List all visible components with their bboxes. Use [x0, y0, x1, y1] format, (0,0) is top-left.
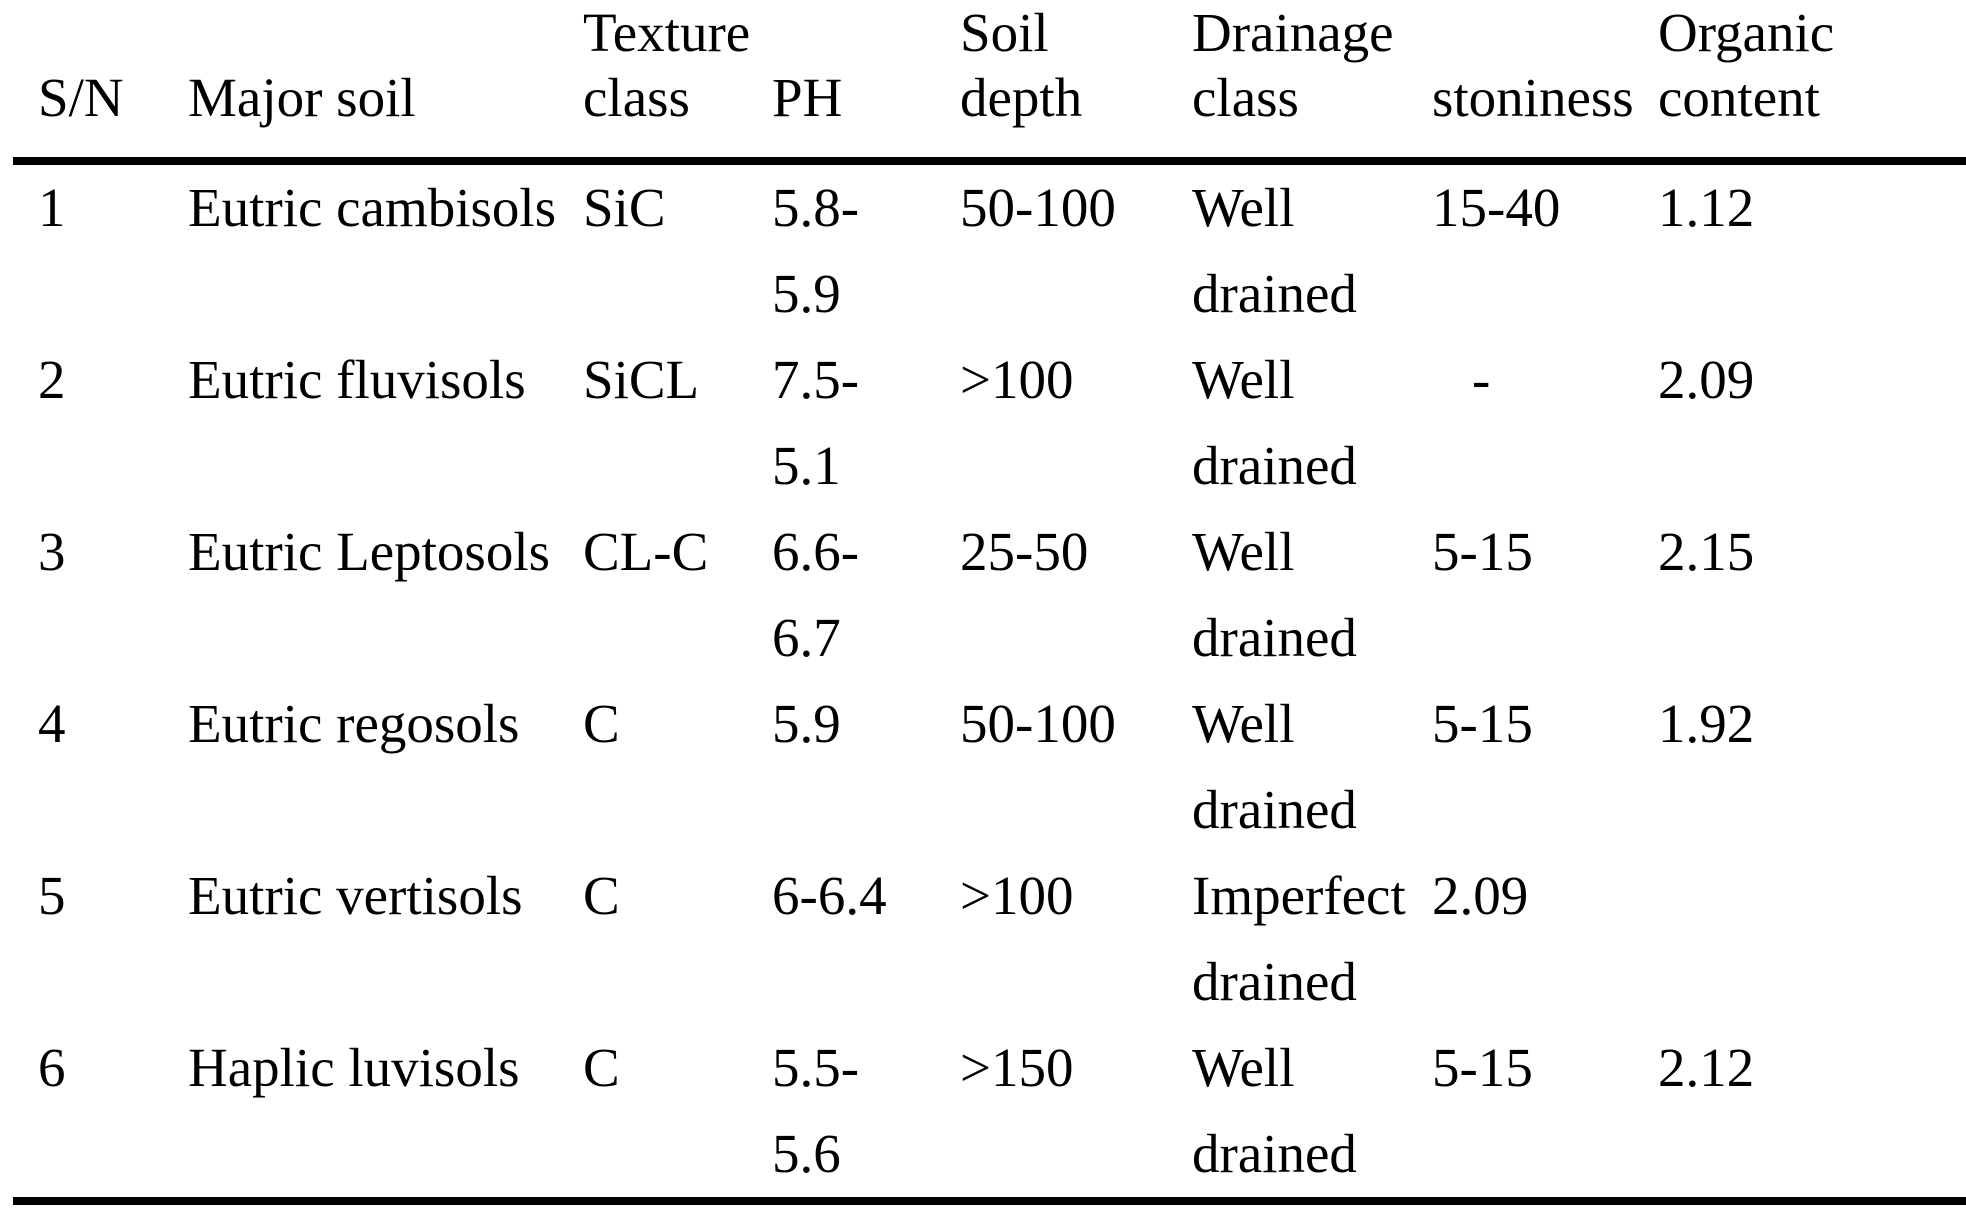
table-body	[0, 165, 1966, 1197]
cell-organic-content	[1658, 337, 1966, 509]
cell-texture-class-line: SiC	[583, 177, 666, 238]
cell-drainage-class-line: Well	[1192, 521, 1295, 582]
cell-ph	[772, 853, 960, 1025]
cell-major-soil-line: Eutric Leptosols	[188, 521, 551, 582]
header-cell-ph	[772, 0, 960, 130]
cell-drainage-class	[1192, 165, 1432, 337]
cell-texture-class-line: CL-C	[583, 521, 709, 582]
cell-ph	[772, 509, 960, 681]
cell-soil-depth	[960, 165, 1192, 337]
header-cell-drainage-class-line: class	[1192, 67, 1299, 128]
cell-major-soil-line: Eutric cambisols	[188, 177, 557, 238]
header-cell-stoniness	[1432, 0, 1658, 130]
cell-ph-line: 7.5-	[772, 349, 860, 410]
cell-ph-line: 6-6.4	[772, 865, 887, 926]
cell-soil-depth-line: 50-100	[960, 177, 1116, 238]
cell-drainage-class-line: drained	[1192, 435, 1357, 496]
cell-organic-content-line: 2.09	[1658, 349, 1755, 410]
cell-texture-class-line	[583, 251, 772, 337]
cell-soil-depth-line: 25-50	[960, 521, 1089, 582]
cell-texture-class-line: C	[583, 693, 620, 754]
cell-stoniness	[1432, 1025, 1658, 1197]
cell-sn-line: 3	[38, 521, 66, 582]
header-cell-ph-line: PH	[772, 67, 843, 128]
cell-drainage-class	[1192, 853, 1432, 1025]
cell-ph-line: 6.7	[772, 607, 841, 668]
cell-organic-content-line	[1658, 853, 1966, 939]
header-cell-drainage-class	[1192, 0, 1432, 130]
cell-drainage-class-line: Well	[1192, 349, 1295, 410]
cell-soil-depth	[960, 1025, 1192, 1197]
cell-drainage-class-line: Well	[1192, 1037, 1295, 1098]
cell-ph	[772, 1025, 960, 1197]
cell-ph	[772, 337, 960, 509]
cell-drainage-class-line: Well	[1192, 177, 1295, 238]
cell-major-soil	[188, 681, 583, 853]
table-row	[38, 509, 1966, 681]
cell-stoniness-line	[1472, 423, 1658, 509]
cell-drainage-class-line: Well	[1192, 693, 1295, 754]
cell-major-soil-line: Eutric vertisols	[188, 865, 523, 926]
cell-organic-content	[1658, 509, 1966, 681]
cell-texture-class-line	[583, 939, 772, 1025]
cell-stoniness	[1432, 509, 1658, 681]
header-cell-sn-line: S/N	[38, 67, 124, 128]
cell-major-soil-line	[188, 251, 583, 337]
cell-organic-content-line	[1658, 767, 1966, 853]
cell-organic-content-line: 1.92	[1658, 693, 1755, 754]
cell-major-soil-line	[188, 423, 583, 509]
cell-stoniness-line: 2.09	[1432, 865, 1529, 926]
cell-stoniness	[1432, 681, 1658, 853]
cell-soil-depth	[960, 853, 1192, 1025]
cell-texture-class-line: C	[583, 1037, 620, 1098]
cell-sn-line	[38, 251, 188, 337]
cell-major-soil-line: Eutric regosols	[188, 693, 520, 754]
cell-soil-depth-line	[960, 423, 1192, 509]
cell-drainage-class-line: Imperfect	[1192, 865, 1406, 926]
cell-texture-class	[583, 337, 772, 509]
header-cell-sn	[38, 0, 188, 130]
header-cell-soil-depth-line: Soil	[960, 2, 1049, 63]
cell-stoniness	[1432, 337, 1658, 509]
cell-sn	[38, 681, 188, 853]
cell-drainage-class	[1192, 1025, 1432, 1197]
cell-major-soil	[188, 165, 583, 337]
table-bottom-rule	[13, 1197, 1966, 1205]
cell-drainage-class	[1192, 509, 1432, 681]
cell-sn	[38, 337, 188, 509]
cell-organic-content	[1658, 681, 1966, 853]
cell-organic-content-line: 2.15	[1658, 521, 1755, 582]
cell-texture-class	[583, 853, 772, 1025]
header-cell-stoniness-line: stoniness	[1432, 67, 1634, 128]
cell-sn-line	[38, 767, 188, 853]
table-row	[38, 853, 1966, 1025]
cell-organic-content	[1658, 1025, 1966, 1197]
cell-major-soil	[188, 853, 583, 1025]
header-cell-texture-class-line: class	[583, 67, 690, 128]
cell-major-soil-line	[188, 767, 583, 853]
cell-drainage-class-line: drained	[1192, 779, 1357, 840]
cell-soil-depth-line	[960, 1111, 1192, 1197]
cell-major-soil-line	[188, 939, 583, 1025]
cell-soil-depth-line	[960, 767, 1192, 853]
cell-sn-line	[38, 595, 188, 681]
cell-soil-depth	[960, 337, 1192, 509]
cell-major-soil-line	[188, 1111, 583, 1197]
cell-drainage-class-line: drained	[1192, 1123, 1357, 1184]
cell-stoniness	[1432, 165, 1658, 337]
table-top-rule	[13, 157, 1966, 165]
cell-stoniness-line	[1432, 251, 1658, 337]
header-cell-texture-class-line: Texture	[583, 2, 751, 63]
cell-ph-line: 5.5-	[772, 1037, 860, 1098]
table-row	[38, 681, 1966, 853]
cell-organic-content-line: 1.12	[1658, 177, 1755, 238]
cell-sn-line: 2	[38, 349, 66, 410]
cell-stoniness-line: 15-40	[1432, 177, 1561, 238]
header-cell-texture-class	[583, 0, 772, 130]
cell-drainage-class-line: drained	[1192, 951, 1357, 1012]
header-cell-organic-content-line: Organic	[1658, 2, 1835, 63]
cell-sn-line: 6	[38, 1037, 66, 1098]
table-row	[38, 1025, 1966, 1197]
cell-ph	[772, 165, 960, 337]
cell-major-soil-line: Eutric fluvisols	[188, 349, 526, 410]
cell-ph-line: 5.6	[772, 1123, 841, 1184]
table-header-row	[0, 0, 1966, 130]
cell-texture-class	[583, 509, 772, 681]
header-cell-major-soil-line: Major soil	[188, 67, 416, 128]
cell-major-soil	[188, 1025, 583, 1197]
cell-organic-content	[1658, 853, 1966, 1025]
header-cell-stoniness-line	[1432, 0, 1658, 65]
cell-organic-content-line	[1658, 1111, 1966, 1197]
cell-stoniness-line	[1432, 767, 1658, 853]
cell-major-soil-line	[188, 595, 583, 681]
cell-stoniness-line: 5-15	[1432, 693, 1533, 754]
cell-sn	[38, 853, 188, 1025]
cell-stoniness-line	[1432, 595, 1658, 681]
cell-texture-class-line	[583, 423, 772, 509]
cell-ph-line: 5.8-	[772, 177, 860, 238]
cell-major-soil	[188, 337, 583, 509]
cell-texture-class	[583, 681, 772, 853]
header-cell-ph-line	[772, 0, 960, 65]
cell-texture-class-line	[583, 767, 772, 853]
cell-organic-content	[1658, 165, 1966, 337]
cell-ph-line: 5.9	[772, 693, 841, 754]
cell-stoniness-line: -	[1472, 349, 1491, 410]
cell-drainage-class-line: drained	[1192, 263, 1357, 324]
cell-sn-line	[38, 939, 188, 1025]
header-cell-soil-depth	[960, 0, 1192, 130]
cell-drainage-class-line: drained	[1192, 607, 1357, 668]
cell-stoniness-line: 5-15	[1432, 521, 1533, 582]
header-cell-soil-depth-line: depth	[960, 67, 1083, 128]
cell-texture-class-line	[583, 595, 772, 681]
cell-texture-class-line: SiCL	[583, 349, 700, 410]
cell-organic-content-line: 2.12	[1658, 1037, 1755, 1098]
cell-drainage-class	[1192, 337, 1432, 509]
cell-sn-line	[38, 1111, 188, 1197]
cell-texture-class-line	[583, 1111, 772, 1197]
cell-sn-line: 4	[38, 693, 66, 754]
cell-sn	[38, 1025, 188, 1197]
cell-sn	[38, 509, 188, 681]
cell-soil-depth-line	[960, 251, 1192, 337]
cell-major-soil-line: Haplic luvisols	[188, 1037, 520, 1098]
cell-ph-line: 5.1	[772, 435, 841, 496]
cell-ph-line: 5.9	[772, 263, 841, 324]
cell-soil-depth-line: >100	[960, 865, 1074, 926]
cell-sn-line: 5	[38, 865, 66, 926]
cell-texture-class	[583, 1025, 772, 1197]
cell-soil-depth	[960, 681, 1192, 853]
cell-soil-depth-line	[960, 595, 1192, 681]
cell-soil-depth-line: 50-100	[960, 693, 1116, 754]
table-row	[38, 165, 1966, 337]
cell-organic-content-line	[1658, 939, 1966, 1025]
cell-soil-depth-line: >100	[960, 349, 1074, 410]
cell-ph-line	[772, 939, 960, 1025]
cell-major-soil	[188, 509, 583, 681]
cell-texture-class-line: C	[583, 865, 620, 926]
cell-stoniness-line	[1432, 939, 1658, 1025]
header-cell-sn-line	[38, 0, 188, 65]
cell-stoniness-line	[1432, 1111, 1658, 1197]
cell-ph-line	[772, 767, 960, 853]
cell-sn-line	[38, 423, 188, 509]
header-cell-organic-content-line: content	[1658, 67, 1820, 128]
header-cell-drainage-class-line: Drainage	[1192, 2, 1394, 63]
cell-stoniness	[1432, 853, 1658, 1025]
header-cell-organic-content	[1658, 0, 1966, 130]
header-cell-major-soil	[188, 0, 583, 130]
cell-soil-depth-line	[960, 939, 1192, 1025]
cell-ph-line: 6.6-	[772, 521, 860, 582]
cell-drainage-class	[1192, 681, 1432, 853]
cell-sn-line: 1	[38, 177, 66, 238]
cell-texture-class	[583, 165, 772, 337]
cell-stoniness-line: 5-15	[1432, 1037, 1533, 1098]
header-cell-major-soil-line	[188, 0, 583, 65]
table-row	[38, 337, 1966, 509]
cell-soil-depth	[960, 509, 1192, 681]
cell-sn	[38, 165, 188, 337]
cell-organic-content-line	[1658, 251, 1966, 337]
cell-organic-content-line	[1658, 595, 1966, 681]
cell-soil-depth-line: >150	[960, 1037, 1074, 1098]
cell-ph	[772, 681, 960, 853]
cell-organic-content-line	[1658, 423, 1966, 509]
